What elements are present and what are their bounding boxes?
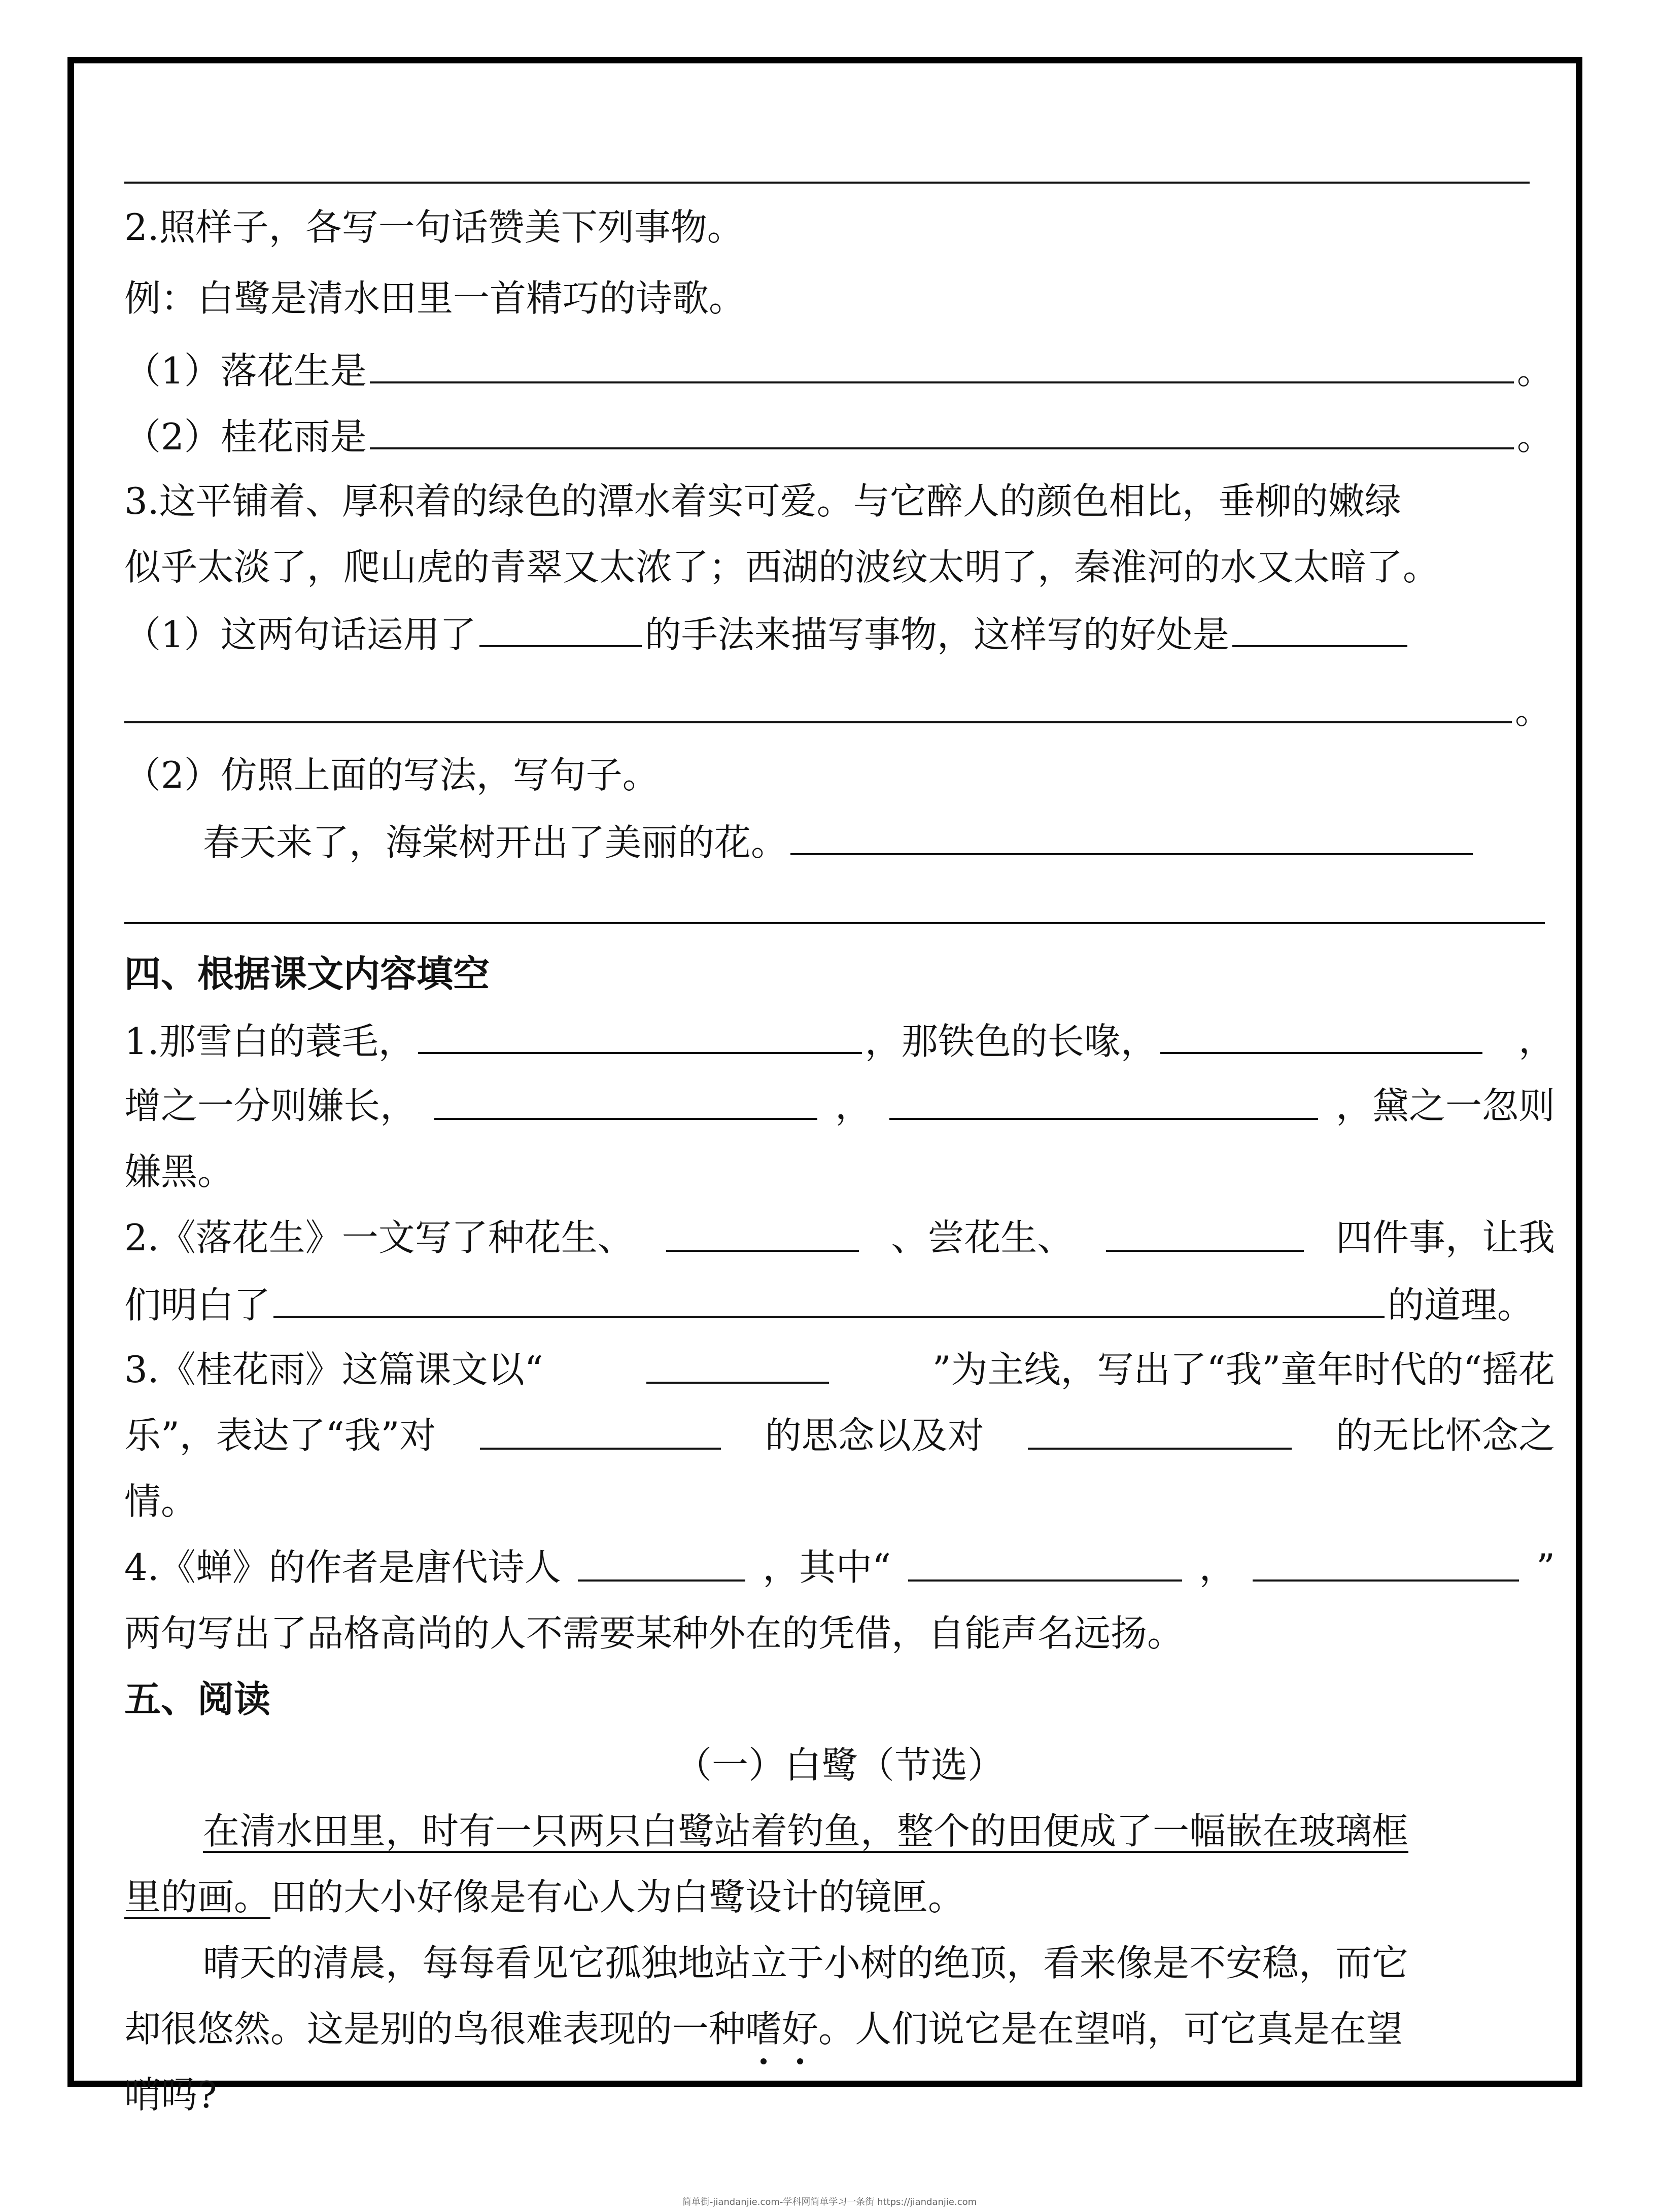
blank-verse-1[interactable] [908, 1537, 1182, 1582]
q3-sub-2-example: 春天来了，海棠树开出了美丽的花。 [124, 811, 1555, 871]
s4-q1-line-1: 1.那雪白的蓑毛， ，那铁色的长喙， ， [124, 1009, 1555, 1070]
s4-q1-line-2: 增之一分则嫌长， ， ，黛之一忽则 [124, 1075, 1555, 1136]
blank-poet[interactable] [578, 1537, 745, 1582]
section-4-title: 四、根据课文内容填空 [124, 953, 490, 995]
s4-q3-line-3: 情。 [124, 1480, 198, 1523]
footer-watermark: 简单街-jiandanjie.com-学科网简单学习一条街 https://jiandanjie.com [682, 2197, 977, 2207]
blank-jianzhi[interactable] [889, 1075, 1318, 1120]
passage-p2-line-3: 哨吗? [124, 2074, 217, 2116]
answer-line-top [124, 182, 1530, 184]
q3-sub-1-continuation: 。 [124, 679, 1555, 740]
s4-q4-line-2: 两句写出了品格高尚的人不需要某种外在的凭借，自能声名远扬。 [124, 1612, 1184, 1655]
s4-q2-line-1: 2.《落花生》一文写了种花生、 、尝花生、 四件事，让我 [124, 1207, 1555, 1268]
passage-p2-line-2: 却很悠然。这是别的鸟很难表现的一种嗜好。人们说它是在望哨，可它真是在望 [124, 1998, 1555, 2059]
q3-text-line-1: 3.这平铺着、厚积着的绿色的潭水着实可爱。与它醉人的颜色相比，垂柳的嫩绿 [124, 480, 1401, 522]
blank-lesson[interactable] [273, 1273, 1385, 1318]
blank-verse-2[interactable] [1253, 1537, 1519, 1582]
s4-q2-line-2: 们明白了 的道理。 [124, 1273, 1555, 1334]
blank-missing-1[interactable] [480, 1405, 721, 1450]
blank-changhui[interactable] [1160, 1009, 1482, 1054]
passage-p1-line-2: 里的画。田的大小好像是有心人为白鹭设计的镜匣。 [124, 1876, 965, 1918]
blank-missing-2[interactable] [1028, 1405, 1292, 1450]
blank-technique[interactable] [479, 603, 642, 647]
blank-suomao[interactable] [418, 1009, 862, 1054]
q3-sub-2: （2）仿照上面的写法，写句子。 [124, 754, 659, 796]
q2-item-1: （1）落花生是 。 [124, 339, 1555, 400]
q3-sub-1: （1）这两句话运用了 的手法来描写事物，这样写的好处是 [124, 603, 1555, 663]
answer-line-imitation [124, 922, 1545, 924]
passage-title: （一）白鹭（节选） [675, 1744, 1004, 1786]
blank-main-thread[interactable] [646, 1339, 829, 1384]
passage-p1-line-1: 在清水田里，时有一只两只白鹭站着钓鱼，整个的田便成了一幅嵌在玻璃框 [203, 1810, 1409, 1852]
s4-q1-line-3: 嫌黑。 [124, 1150, 234, 1193]
blank-benefit-end[interactable] [124, 679, 1512, 723]
blank-event-2[interactable] [666, 1207, 859, 1252]
q2-title: 2.照样子，各写一句话赞美下列事物。 [124, 206, 744, 249]
blank-luohuasheng[interactable] [370, 339, 1514, 383]
q2-item-2: （2）桂花雨是 。 [124, 405, 1555, 466]
passage-p2-line-1: 晴天的清晨，每每看见它孤独地站立于小树的绝顶，看来像是不安稳，而它 [203, 1942, 1409, 1984]
s4-q3-line-2: 乐”，表达了“我”对 的思念以及对 的无比怀念之 [124, 1405, 1555, 1466]
section-5-title: 五、阅读 [124, 1678, 271, 1721]
blank-event-4[interactable] [1106, 1207, 1304, 1252]
blank-zengzhi[interactable] [434, 1075, 817, 1120]
s4-q4-line-1: 4.《蝉》的作者是唐代诗人 ，其中“ ， ” [124, 1537, 1555, 1598]
s4-q3-line-1: 3.《桂花雨》这篇课文以“ ”为主线，写出了“我”童年时代的“摇花 [124, 1339, 1555, 1400]
blank-imitation-sentence[interactable] [790, 811, 1473, 855]
blank-benefit-start[interactable] [1232, 603, 1407, 647]
q3-text-line-2: 似乎太淡了，爬山虎的青翠又太浓了；西湖的波纹太明了，秦淮河的水又太暗了。 [124, 546, 1440, 588]
blank-guihuayu[interactable] [370, 405, 1514, 449]
q2-example: 例：白鹭是清水田里一首精巧的诗歌。 [124, 277, 746, 320]
